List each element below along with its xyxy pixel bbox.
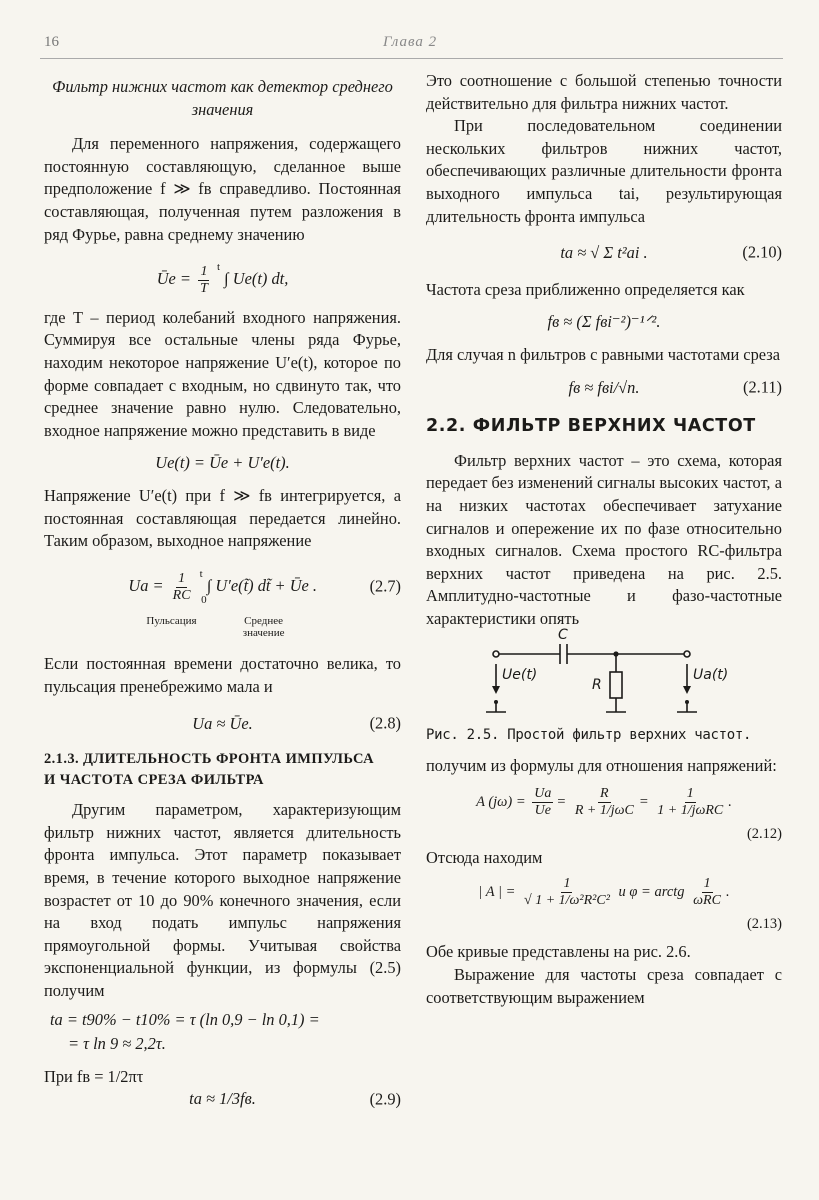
frac-bot: R + 1/jωC — [574, 802, 634, 818]
frac-top: Ua — [534, 785, 552, 801]
paragraph: Если постоянная времени достаточно велика, то пульсация пренебрежимо мала и — [44, 654, 401, 697]
equation-input-sum: Ue(t) = Ūe + U′e(t). — [155, 453, 290, 473]
equation-2-9 — [44, 1088, 401, 1111]
paragraph: Это соотношение с большой степенью точности действительно для фильтра нижних частот. — [426, 71, 782, 113]
heading-line: 2.1.3. ДЛИТЕЛЬНОСТЬ ФРОНТА ИМПУЛЬСА — [44, 751, 374, 768]
equation-2-11 — [426, 377, 782, 400]
arrow-head — [683, 686, 691, 694]
frac-bot: 1 + 1/jωRC — [657, 802, 724, 818]
equation-number: (2.12) — [746, 825, 782, 842]
terminal-dot — [685, 700, 689, 704]
equation-2-12: A (jω) = $\frac{Ua}{Ue}$ = $\frac{R}{\text{R + 1/jωC}}$ = $\frac{1}{\text{1 + 1/jωRC}}$ . (2.12) — [426, 786, 782, 846]
paragraph: получим из формулы для отношения напряжений: — [426, 756, 777, 776]
subsection-title: Фильтр нижних частот как детектор среднего значения — [52, 77, 393, 119]
equation-number: (2.13) — [746, 915, 782, 932]
equation-number: (2.11) — [743, 377, 782, 397]
equation-front-2: = τ ln 9 ≈ 2,2τ. — [68, 1034, 166, 1054]
input-terminal — [493, 651, 499, 657]
integrand: ∫ Ue(t) dt, — [224, 269, 289, 289]
equation-number: (2.8) — [369, 713, 401, 733]
fraction — [522, 876, 612, 909]
label-mean: Среднее значение — [242, 615, 285, 640]
circuit-diagram — [426, 640, 782, 718]
integral-lower: 0 — [201, 593, 207, 606]
fraction — [532, 786, 553, 819]
paragraph: Отсюда находим — [426, 848, 543, 868]
equation-cutoff: fв ≈ (Σ fвi⁻²)⁻¹ᐟ². — [547, 312, 661, 332]
resistor — [610, 672, 622, 698]
equation-2-7 — [44, 563, 401, 612]
figure-caption: Рис. 2.5. Простой фильтр верхних частот. — [426, 727, 752, 744]
page-number: 16 — [44, 34, 59, 50]
integrand: ∫ U′e(t̃) dt̃ + Ūe . — [206, 575, 318, 595]
eq-lhs: Ua = — [128, 575, 164, 595]
frac-top: 1 — [178, 570, 186, 586]
eq-lhs: Ūe = — [156, 269, 191, 289]
left-column — [44, 70, 401, 1121]
paragraph: При последовательном соединении нескольких фильтров нижних частот, обеспечивающих различные длительности фронта выходного импульса tai, результирующая длительность фронта импульса — [426, 116, 782, 226]
label-ripple: Пульсация — [146, 615, 197, 628]
capacitor-label: C — [558, 627, 568, 644]
equation-mean — [44, 256, 401, 297]
frac-bot: Ue — [534, 802, 551, 818]
equation-front-1: ta = t90% − t10% = τ (ln 0,9 − ln 0,1) = — [50, 1009, 320, 1029]
input-voltage-label: Ue(t) — [502, 667, 538, 684]
paragraph: Напряжение U′e(t) при f ≫ fв интегрируется, а постоянная составляющая передается линейно. Таким образом, выходное напряжение — [44, 486, 401, 551]
paragraph: Для случая n фильтров с равными частотами среза — [426, 344, 781, 364]
paragraph: Обе кривые представлены на рис. 2.6. — [426, 942, 691, 962]
heading-line: И ЧАСТОТА СРЕЗА ФИЛЬТРА — [44, 772, 264, 789]
frac-top: 1 — [703, 875, 711, 891]
fraction — [198, 264, 210, 297]
eq-expr: ta ≈ 1/3fв. — [189, 1089, 256, 1109]
eq-expr: ta ≈ √ Σ t²ai . — [560, 243, 648, 263]
eq-mid: и φ = arctg — [618, 883, 685, 900]
paragraph: Другим параметром, характеризующим фильтр нижних частот, является длительность фронта импульса. Этот параметр показывает время, в течение которого выходное напряжение возрастет от 10 до 90% конечного значения, если на вход подать импульс напряжения прямоугольной формы. Учитывая свойства экспоненциальной функции, из формулы (2.5) получим — [44, 800, 401, 1000]
header-rule — [40, 58, 783, 59]
fraction — [573, 786, 636, 819]
integral-upper: t — [217, 261, 221, 274]
output-terminal — [684, 651, 690, 657]
frac-bot: √ 1 + 1/ω²R²C² — [524, 892, 610, 908]
integral-upper: t — [199, 567, 203, 580]
eq-expr: Ua ≈ Ūe. — [192, 713, 253, 733]
equation-labels — [44, 615, 401, 639]
fraction — [655, 786, 725, 819]
frac-top: R — [600, 785, 609, 801]
equation-2-8 — [44, 713, 401, 736]
junction — [613, 652, 618, 657]
equation-2-13: | A | = $\frac{1}{\text{√ 1 + 1/ω²R²C²}}$ и φ = arctg $\frac{1}{\text{ωRC}}$ . (2.13) — [426, 876, 782, 936]
resistor-label: R — [592, 677, 602, 694]
arrow-head — [492, 686, 500, 694]
paragraph: Фильтр верхних частот – это схема, которая передает без изменений сигналы высоких частот, а на низких частотах обеспечивает затухание сигналов и опережение их по фазе относительно входных сигналов. Схема простого RC-фильтра верхних частот приведена на рис. 2.5. Амплитудно-частотные и фазо-частотные характеристики опять — [426, 450, 782, 628]
terminal-dot — [494, 700, 498, 704]
section-heading — [44, 749, 401, 791]
paragraph: Для переменного напряжения, содержащего постоянную составляющую, сделанное выше предположение f ≫ fв справедливо. Постоянная составляющая, полученная путем разложения в ряд Фурье, равна среднему значению — [44, 134, 401, 244]
frac-bot: T — [200, 280, 208, 296]
frac-top: 1 — [686, 785, 694, 801]
fraction — [171, 571, 193, 604]
eq-lhs: | A | = — [478, 883, 516, 900]
paragraph: Частота среза приближенно определяется как — [426, 279, 745, 299]
equation-number: (2.10) — [742, 243, 782, 263]
fraction — [691, 876, 723, 909]
frac-top: 1 — [200, 263, 208, 279]
equation-number: (2.9) — [369, 1089, 401, 1109]
frac-top: 1 — [563, 875, 571, 891]
eq-lhs: A (jω) = — [476, 793, 526, 810]
section-heading-2-2: 2.2. ФИЛЬТР ВЕРХНИХ ЧАСТОТ — [426, 416, 756, 437]
output-voltage-label: Ua(t) — [693, 667, 729, 684]
running-header: Глава 2 — [383, 34, 438, 50]
frac-bot: RC — [172, 587, 191, 603]
highpass-circuit-figure — [426, 627, 782, 718]
eq-expr: fв ≈ fвi/√n. — [568, 377, 640, 397]
equation-number: (2.7) — [369, 576, 401, 596]
right-column — [426, 70, 782, 1009]
frac-bot: ωRC — [693, 892, 721, 908]
paragraph: При fв = 1/2πτ — [44, 1066, 144, 1086]
paragraph: Выражение для частоты среза совпадает с соответствующим выражением — [426, 965, 782, 1007]
paragraph: где T – период колебаний входного напряжения. Суммируя все остальные члены ряда Фурье, находим некоторое напряжение U′e(t), которое по форме совпадает с входным, но сдвинуто так, что среднее значение равно нулю. Следовательно, входное напряжение можно представить в виде — [44, 307, 401, 440]
equation-2-10 — [426, 242, 782, 265]
